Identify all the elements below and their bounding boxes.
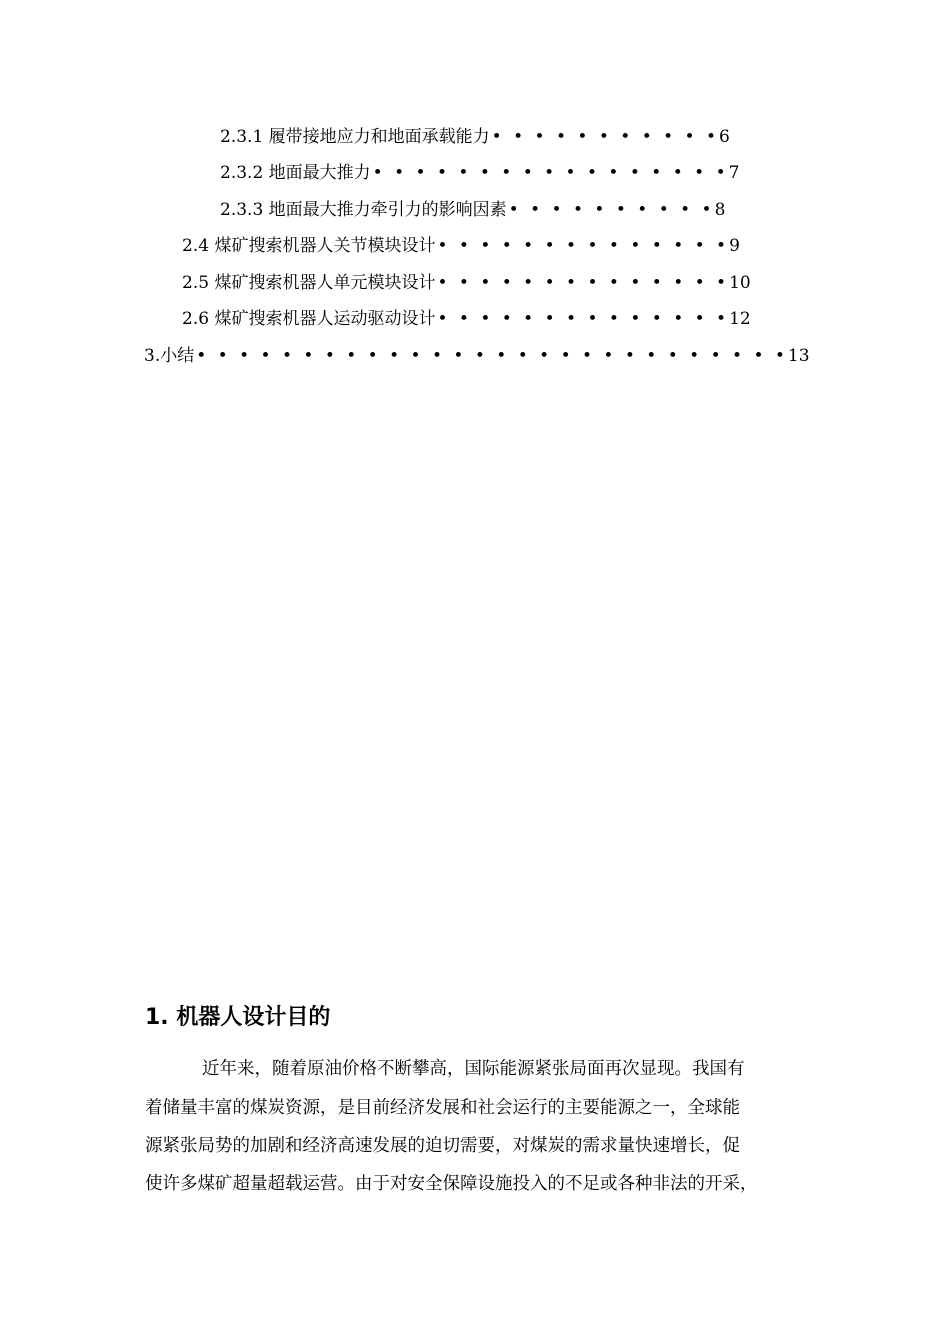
toc-entry-2-3-3 [220, 199, 725, 221]
toc-entry-title: 2.3.2 地面最大推力 [220, 163, 371, 183]
toc-leader-dots: • • • • • • • • • • [508, 200, 715, 220]
toc-entry-2-4 [182, 235, 740, 257]
toc-page-number: 6 [719, 127, 730, 147]
toc-entry-2-3-2 [220, 162, 739, 184]
section-heading: 1. 机器人设计目的 [145, 1005, 331, 1030]
toc-entry-3 [144, 345, 810, 367]
toc-entry-title: 2.3.1 履带接地应力和地面承载能力 [220, 127, 490, 147]
paragraph-line: 着储量丰富的煤炭资源，是目前经济发展和社会运行的主要能源之一，全球能 [145, 1098, 740, 1118]
toc-leader-dots: • • • • • • • • • • • • • • [437, 273, 730, 293]
toc-entry-title: 2.5 煤矿搜索机器人单元模块设计 [182, 273, 436, 293]
toc-entry-2-5 [182, 272, 751, 294]
paragraph-line: 源紧张局势的加剧和经济高速发展的迫切需要，对煤炭的需求量快速增长，促 [145, 1136, 740, 1156]
toc-leader-dots: • • • • • • • • • • • • • • • • • [372, 163, 729, 183]
toc-page-number: 7 [728, 163, 740, 183]
toc-page-number: 9 [729, 236, 740, 256]
toc-page-number: 8 [714, 200, 726, 220]
paragraph-line: 近年来，随着原油价格不断攀高，国际能源紧张局面再次显现。我国有 [202, 1059, 745, 1079]
toc-leader-dots: • • • • • • • • • • • • • • • • • • • • • • • • • • • • [196, 346, 788, 366]
toc-leader-dots: • • • • • • • • • • • • • • [437, 309, 730, 329]
toc-entry-title: 2.4 煤矿搜索机器人关节模块设计 [182, 236, 436, 256]
toc-page-number: 13 [787, 346, 810, 366]
paragraph-line: 使许多煤矿超量超载运营。由于对安全保障设施投入的不足或各种非法的开采， [145, 1174, 758, 1194]
toc-entry-title: 2.6 煤矿搜索机器人运动驱动设计 [182, 309, 436, 329]
toc-page-number: 12 [729, 309, 751, 329]
toc-leader-dots: • • • • • • • • • • • • • • [437, 236, 730, 256]
toc-entry-title: 3.小结 [144, 346, 195, 366]
toc-entry-2-3-1 [220, 126, 730, 148]
toc-leader-dots: • • • • • • • • • • • [491, 127, 720, 147]
toc-page-number: 10 [729, 273, 751, 293]
toc-entry-2-6 [182, 308, 751, 330]
toc-entry-title: 2.3.3 地面最大推力牵引力的影响因素 [220, 200, 507, 220]
